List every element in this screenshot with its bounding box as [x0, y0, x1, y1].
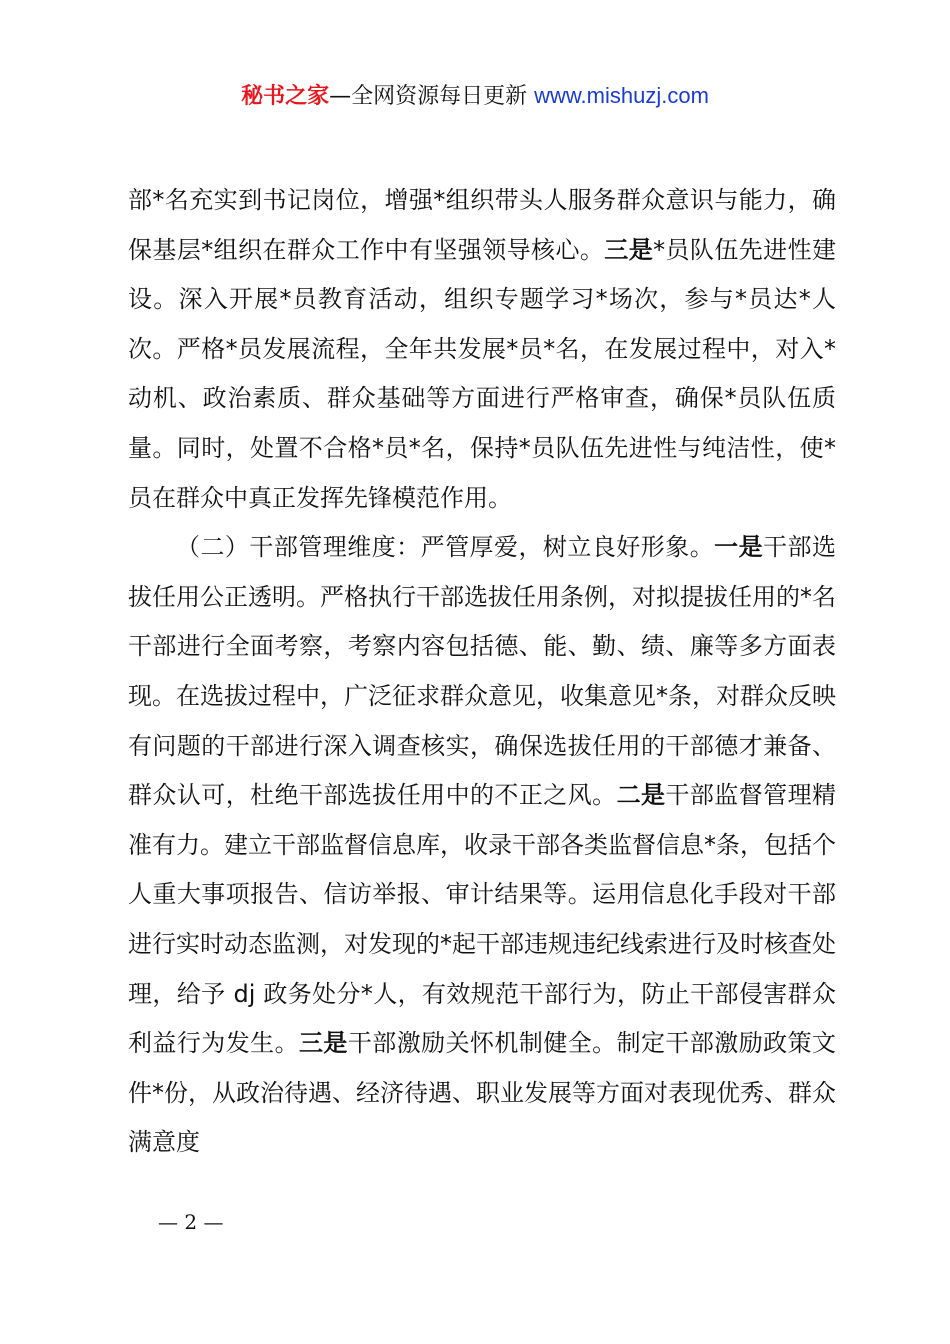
- text-run: 干部监督管理精准有力。建立干部监督信息库，收录干部各类监督信息*条，包括个人重大事项报告、信访举报、审计结果等。运用信息化手段对干部进行实时动态监测，对发现的*起干部违规违纪线索进行及时核查处理，给予 dj 政务处分*人，有效规范干部行为，防止干部侵害群众利益行为发生。: [128, 781, 837, 1058]
- site-url-link[interactable]: www.mishuzj.com: [534, 83, 709, 108]
- page-number: — 2 —: [158, 1210, 224, 1234]
- site-header: [0, 80, 950, 113]
- text-run: *员队伍先进性建设。深入开展*员教育活动，组织专题学习*场次，参与*员达*人次。严格*员发展流程，全年共发展*员*名，在发展过程中，对入*动机、政治素质、群众基础等方面进行严格审查，确保*员队伍质量。同时，处置不合格*员*名，保持*员队伍先进性与纯洁性，使*员在群众中真正发挥先锋模范作用。: [128, 235, 837, 512]
- text-run: 干部激励关怀机制健全。制定干部激励政策文件*份，从政治待遇、经济待遇、职业发展等方面对表现优秀、群众满意度: [128, 1029, 837, 1157]
- text-run: 干部选拔任用公正透明。严格执行干部选拔任用条例，对拟提拔任用的*名干部进行全面考察，考察内容包括德、能、勤、绩、廉等多方面表现。在选拔过程中，广泛征求群众意见，收集意见*条，对群众反映有问题的干部进行深入调查核实，确保选拔任用的干部德才兼备、群众认可，杜绝干部选拔任用中的不正之风。: [128, 533, 837, 810]
- bold-run: 二是: [616, 781, 666, 810]
- bold-run: 三是: [604, 235, 654, 264]
- paragraph-1: [128, 176, 836, 523]
- text-run: （二）干部管理维度：严管厚爱，树立良好形象。: [176, 533, 715, 562]
- site-tagline: 全网资源每日更新: [351, 84, 528, 109]
- bold-run: 三是: [299, 1029, 348, 1058]
- paragraph-2: [128, 523, 836, 1168]
- header-separator: —: [329, 84, 352, 109]
- document-body: [128, 176, 836, 1168]
- text-run: 部*名充实到书记岗位，增强*组织带头人服务群众意识与能力，确保基层*组织在群众工作中有坚强领导核心。: [128, 186, 836, 264]
- site-brand[interactable]: 秘书之家: [241, 84, 330, 109]
- bold-run: 一是: [714, 533, 764, 562]
